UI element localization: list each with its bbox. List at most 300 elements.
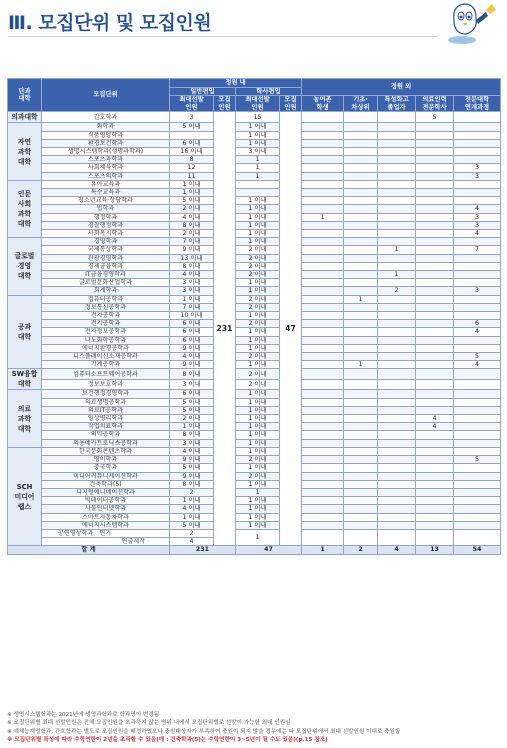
basic-cell	[344, 529, 378, 545]
med-cell	[416, 361, 454, 369]
med-cell	[416, 303, 454, 311]
basic-cell	[344, 464, 378, 472]
table-row	[8, 230, 501, 238]
basic-cell	[344, 180, 378, 188]
rural-cell	[302, 431, 344, 439]
general-max-cell: 1 이내	[170, 497, 214, 505]
general-max-cell: 11	[170, 172, 214, 180]
basic-cell	[344, 303, 378, 311]
general-max-cell: 8 이내	[170, 431, 214, 439]
basic-cell	[344, 497, 378, 505]
academic-max-cell: 2 이내	[236, 254, 280, 262]
academic-max-cell: 1 이내	[236, 205, 280, 213]
general-max-cell: 6 이내	[170, 320, 214, 328]
spec-cell	[378, 379, 416, 390]
rural-cell	[302, 238, 344, 246]
academic-max-cell: 2 이내	[236, 379, 280, 390]
rural-cell	[302, 172, 344, 180]
rural-cell	[302, 230, 344, 238]
academic-max-cell: 1 이내	[236, 279, 280, 287]
voc-cell	[454, 189, 501, 197]
voc-cell	[454, 505, 501, 513]
med-cell	[416, 328, 454, 336]
unit-name-cell	[42, 529, 170, 537]
basic-cell	[344, 336, 378, 344]
rural-cell: 1	[302, 213, 344, 221]
voc-cell	[454, 497, 501, 505]
voc-cell	[454, 390, 501, 398]
spec-cell	[378, 295, 416, 303]
basic-cell	[344, 230, 378, 238]
med-cell	[416, 230, 454, 238]
academic-max-cell: 2 이내	[236, 320, 280, 328]
med-cell	[416, 271, 454, 279]
rural-cell	[302, 505, 344, 513]
general-max-cell: 12	[170, 164, 214, 172]
general-max-cell: 8 이내	[170, 480, 214, 488]
unit-name-cell: 법학과	[42, 205, 170, 213]
rural-cell	[302, 164, 344, 172]
voc-cell	[454, 529, 501, 545]
vocational-header: 전문대학 연계과정	[454, 96, 501, 112]
table-row	[8, 529, 501, 537]
table-row	[8, 139, 501, 147]
basic-cell	[344, 164, 378, 172]
film-sub-directing: 연출제작	[42, 538, 170, 546]
basic-cell	[344, 189, 378, 197]
spec-cell	[378, 139, 416, 147]
voc-cell: 3	[454, 213, 501, 221]
academic-transfer-header: 학사편입	[236, 87, 302, 96]
med-cell	[416, 379, 454, 390]
voc-cell	[454, 131, 501, 139]
med-cell	[416, 197, 454, 205]
med-cell	[416, 431, 454, 439]
med-cell	[416, 390, 454, 398]
voc-cell	[454, 336, 501, 344]
med-cell	[416, 505, 454, 513]
general-max-cell: 13 이내	[170, 254, 214, 262]
spec-cell: 1	[378, 246, 416, 254]
voc-cell	[454, 312, 501, 320]
rural-cell	[302, 513, 344, 521]
basic-cell	[344, 513, 378, 521]
spec-cell	[378, 505, 416, 513]
med-cell	[416, 529, 454, 545]
spec-cell	[378, 123, 416, 131]
basic-cell	[344, 406, 378, 414]
table-row	[8, 295, 501, 303]
basic-cell	[344, 488, 378, 496]
unit-name-cell: 스마트자동차학과	[42, 513, 170, 521]
unit-name-cell: 한국문화콘텐츠학과	[42, 447, 170, 455]
voc-cell	[454, 513, 501, 521]
academic-max-cell: 2 이내	[236, 456, 280, 464]
academic-max-cell: 1 이내	[236, 390, 280, 398]
quota-in-header: 정원 내	[170, 79, 302, 88]
rural-cell	[302, 423, 344, 431]
basic-cell	[344, 112, 378, 123]
spec-cell	[378, 456, 416, 464]
spec-cell	[378, 529, 416, 545]
general-max-cell: 3 이내	[170, 439, 214, 447]
med-cell	[416, 262, 454, 270]
film-unit-label: 공연영상학과	[58, 529, 94, 537]
general-max-cell: 7 이내	[170, 303, 214, 311]
academic-recruit-total-cell: 47	[280, 112, 302, 546]
note-4: ※ 모집단위별 특성에 따라 수학연한이 2년을 초과할 수 있음(예 : 건축학과(5)는 수학연한이 3~5년이 될 수도 있음)(p.15 참조)	[7, 737, 328, 744]
basic-cell	[344, 456, 378, 464]
med-cell	[416, 472, 454, 480]
unit-name-cell: 식품영양학과	[42, 131, 170, 139]
voc-cell	[454, 415, 501, 423]
general-max-cell: 1 이내	[170, 513, 214, 521]
unit-name-cell: 청소년교육·상담학과	[42, 197, 170, 205]
academic-max-cell: 2 이내	[236, 472, 280, 480]
spec-cell	[378, 406, 416, 414]
rural-cell	[302, 464, 344, 472]
academic-max-cell: 1 이내	[236, 513, 280, 521]
med-cell: 4	[416, 423, 454, 431]
voc-cell: 3	[454, 287, 501, 295]
unit-name-cell: 건축학과(5)	[42, 480, 170, 488]
rural-cell	[302, 353, 344, 361]
rural-cell	[302, 439, 344, 447]
rural-cell	[302, 336, 344, 344]
med-cell	[416, 180, 454, 188]
spec-cell	[378, 279, 416, 287]
general-max-cell	[170, 131, 214, 139]
general-max-cell: 4 이내	[170, 213, 214, 221]
basic-cell	[344, 221, 378, 229]
unit-name-cell: 의약공학과	[42, 431, 170, 439]
unit-name-cell: 전자정보공학과	[42, 328, 170, 336]
academic-max-cell: 2 이내	[236, 262, 280, 270]
academic-max-cell: 1 이내	[236, 497, 280, 505]
academic-max-cell: 1 이내	[236, 230, 280, 238]
academic-max-cell: 1 이내	[236, 238, 280, 246]
unit-name-cell: 중국학과	[42, 464, 170, 472]
table-row	[8, 447, 501, 455]
spec-cell	[378, 488, 416, 496]
rural-cell	[302, 197, 344, 205]
unit-name-cell: 기계공학과	[42, 361, 170, 369]
voc-cell	[454, 447, 501, 455]
table-row	[8, 312, 501, 320]
spec-cell	[378, 361, 416, 369]
academic-max-cell: 1	[236, 488, 280, 496]
spec-cell	[378, 213, 416, 221]
special-school-header: 특성화고 졸업자	[378, 96, 416, 112]
total-row	[8, 546, 501, 554]
med-cell	[416, 295, 454, 303]
spec-cell	[378, 164, 416, 172]
table-row	[8, 505, 501, 513]
unit-name-cell: 빅데이터공학과	[42, 497, 170, 505]
voc-cell: 5	[454, 353, 501, 361]
unit-name-cell: 생명시스템학과(생명과학과)	[42, 147, 170, 155]
voc-cell	[454, 254, 501, 262]
rural-header: 농어촌 학생	[302, 96, 344, 112]
general-max-header: 최대선발 인원	[170, 96, 214, 112]
table-row	[8, 262, 501, 270]
spec-cell	[378, 521, 416, 529]
spec-cell	[378, 328, 416, 336]
basic-cell	[344, 423, 378, 431]
table-row	[8, 439, 501, 447]
voc-cell: 3	[454, 221, 501, 229]
rural-cell	[302, 271, 344, 279]
rural-cell	[302, 221, 344, 229]
table-row	[8, 497, 501, 505]
academic-max-cell: 1	[236, 156, 280, 164]
quota-out-header: 정원 외	[302, 79, 501, 96]
general-max-cell: 3 이내	[170, 287, 214, 295]
table-row	[8, 303, 501, 311]
academic-max-header: 최대선발 인원	[236, 96, 280, 112]
unit-name-cell: 임상병리학과	[42, 415, 170, 423]
spec-cell	[378, 262, 416, 270]
spec-cell	[378, 180, 416, 188]
general-max-cell: 5 이내	[170, 398, 214, 406]
table-row	[8, 271, 501, 279]
unit-name-cell: 국제통상학과	[42, 246, 170, 254]
table-row	[8, 254, 501, 262]
spec-cell	[378, 431, 416, 439]
basic-cell	[344, 328, 378, 336]
college-cell: 자연 과학 대학	[8, 123, 42, 180]
general-max-cell: 4	[170, 538, 214, 546]
basic-cell	[344, 123, 378, 131]
college-cell: 의료 과학 대학	[8, 390, 42, 447]
table-row	[8, 279, 501, 287]
table-row	[8, 415, 501, 423]
rural-cell	[302, 262, 344, 270]
general-transfer-header: 일반편입	[170, 87, 236, 96]
unit-name-cell: 보건행정경영학과	[42, 390, 170, 398]
academic-max-cell: 3 이내	[236, 147, 280, 155]
voc-cell: 4	[454, 328, 501, 336]
general-max-cell: 4 이내	[170, 271, 214, 279]
voc-cell: 4	[454, 361, 501, 369]
spec-cell	[378, 156, 416, 164]
academic-max-cell: 1 이내	[236, 423, 280, 431]
table-row	[8, 221, 501, 229]
med-cell	[416, 205, 454, 213]
med-cell	[416, 320, 454, 328]
spec-cell: 1	[378, 271, 416, 279]
voc-cell: 3	[454, 164, 501, 172]
voc-cell	[454, 431, 501, 439]
rural-cell	[302, 279, 344, 287]
table-row	[8, 172, 501, 180]
academic-max-cell: 1	[236, 529, 280, 545]
academic-max-cell: 1 이내	[236, 139, 280, 147]
academic-max-cell: 1 이내	[236, 431, 280, 439]
basic-cell	[344, 379, 378, 390]
basic-cell	[344, 353, 378, 361]
unit-name-cell: 전자공학과	[42, 312, 170, 320]
basic-cell	[344, 246, 378, 254]
note-3: ※ 예체능계열학과, 간호학과는 별도로 모집인원을 배정하였으나 충원대상자가 부족하여 충원이 되지 않을 경우에는 타 모집단위에서 최대 선발인원 이내로 충원함	[7, 728, 401, 735]
med-cell	[416, 172, 454, 180]
spec-cell	[378, 197, 416, 205]
table-row	[8, 205, 501, 213]
academic-max-cell: 2 이내	[236, 246, 280, 254]
unit-name-cell: 화학과	[42, 123, 170, 131]
med-cell	[416, 456, 454, 464]
basic-cell	[344, 369, 378, 380]
med-cell	[416, 156, 454, 164]
table-row	[8, 320, 501, 328]
basic-header: 기초· 차상위	[344, 96, 378, 112]
unit-name-cell: 행정학과	[42, 213, 170, 221]
unit-name-cell: 의료생명공학과	[42, 398, 170, 406]
voc-cell	[454, 379, 501, 390]
unit-name-cell: 나노화학공학과	[42, 336, 170, 344]
academic-max-cell: 1 이내	[236, 505, 280, 513]
voc-cell	[454, 139, 501, 147]
academic-max-cell: 1 이내	[236, 406, 280, 414]
academic-max-cell: 1 이내	[236, 415, 280, 423]
note-1: ※ 생명시스템학과는 2021년에 생명과학과로 학과명이 변경됨	[7, 712, 160, 718]
med-cell	[416, 336, 454, 344]
general-max-cell: 8	[170, 156, 214, 164]
voc-cell	[454, 156, 501, 164]
med-cell	[416, 131, 454, 139]
rural-cell	[302, 447, 344, 455]
med-cell	[416, 480, 454, 488]
rural-cell	[302, 131, 344, 139]
academic-max-cell: 1 이내	[236, 287, 280, 295]
voc-cell	[454, 488, 501, 496]
academic-max-cell: 2 이내	[236, 295, 280, 303]
table-row	[8, 156, 501, 164]
general-max-cell: 16 이내	[170, 147, 214, 155]
general-max-cell: 6 이내	[170, 390, 214, 398]
med-cell	[416, 398, 454, 406]
table-row	[8, 238, 501, 246]
unit-name-cell: 컴퓨터소프트웨어공학과	[42, 369, 170, 380]
college-cell: 공과 대학	[8, 295, 42, 369]
unit-name-cell: 정보통신공학과	[42, 303, 170, 311]
voc-cell: 4	[454, 230, 501, 238]
general-max-cell: 5 이내	[170, 123, 214, 131]
recruitment-table-wrapper	[7, 78, 500, 555]
college-cell: SCH 미디어 랩스	[8, 447, 42, 545]
basic-cell	[344, 505, 378, 513]
unit-name-cell: 에너지시스템학과	[42, 521, 170, 529]
basic-cell	[344, 131, 378, 139]
unit-name-cell: 관광경영학과	[42, 254, 170, 262]
rural-cell	[302, 295, 344, 303]
table-row	[8, 379, 501, 390]
basic-cell	[344, 139, 378, 147]
voc-cell: 3	[454, 172, 501, 180]
spec-cell	[378, 439, 416, 447]
table-row	[8, 513, 501, 521]
basic-cell	[344, 480, 378, 488]
academic-max-cell: 1 이내	[236, 197, 280, 205]
general-max-cell: 6 이내	[170, 328, 214, 336]
med-cell	[416, 521, 454, 529]
total-voc: 54	[454, 546, 501, 554]
basic-cell	[344, 147, 378, 155]
rural-cell	[302, 344, 344, 352]
general-max-cell: 5 이내	[170, 406, 214, 414]
academic-max-cell: 1 이내	[236, 398, 280, 406]
spec-cell	[378, 147, 416, 155]
spec-cell	[378, 415, 416, 423]
rural-cell	[302, 379, 344, 390]
rural-cell	[302, 139, 344, 147]
table-row	[8, 431, 501, 439]
medical-tech-header: 의료인력 전문학사	[416, 96, 454, 112]
table-row	[8, 287, 501, 295]
med-cell: 4	[416, 415, 454, 423]
voc-cell: 7	[454, 246, 501, 254]
table-row	[8, 123, 501, 131]
table-row	[8, 361, 501, 369]
general-max-cell: 9 이내	[170, 361, 214, 369]
rural-cell	[302, 246, 344, 254]
table-row	[8, 213, 501, 221]
voc-cell	[454, 303, 501, 311]
voc-cell	[454, 123, 501, 131]
spec-cell	[378, 254, 416, 262]
spec-cell	[378, 336, 416, 344]
unit-name-cell: 환경보건학과	[42, 139, 170, 147]
unit-header: 모집단위	[42, 79, 170, 112]
general-max-cell: 1 이내	[170, 423, 214, 431]
total-med: 13	[416, 546, 454, 554]
general-max-cell: 3	[170, 112, 214, 123]
basic-cell	[344, 431, 378, 439]
academic-max-cell: 15	[236, 112, 280, 123]
rural-cell	[302, 320, 344, 328]
academic-max-cell: 2 이내	[236, 303, 280, 311]
med-cell	[416, 447, 454, 455]
rural-cell	[302, 398, 344, 406]
total-academic: 47	[236, 546, 302, 554]
voc-cell	[454, 262, 501, 270]
basic-cell	[344, 262, 378, 270]
table-row	[8, 353, 501, 361]
academic-max-cell: 1 이내	[236, 447, 280, 455]
spec-cell: 2	[378, 287, 416, 295]
table-row	[8, 390, 501, 398]
unit-name-cell: 작업치료학과	[42, 423, 170, 431]
voc-cell	[454, 197, 501, 205]
voc-cell: 6	[454, 320, 501, 328]
unit-name-cell: 컴퓨터공학과	[42, 295, 170, 303]
unit-name-cell: 간호학과	[42, 112, 170, 123]
academic-recruit-header: 모집 인원	[280, 96, 302, 112]
basic-cell	[344, 205, 378, 213]
unit-name-cell: 디지털애니메이션학과	[42, 488, 170, 496]
basic-cell	[344, 271, 378, 279]
table-row	[8, 246, 501, 254]
total-general: 231	[170, 546, 236, 554]
notes	[7, 711, 502, 745]
voc-cell	[454, 238, 501, 246]
voc-cell	[454, 369, 501, 380]
rural-cell	[302, 303, 344, 311]
voc-cell	[454, 439, 501, 447]
basic-cell	[344, 287, 378, 295]
unit-name-cell: 경영학과	[42, 238, 170, 246]
college-cell: SW융합 대학	[8, 369, 42, 390]
